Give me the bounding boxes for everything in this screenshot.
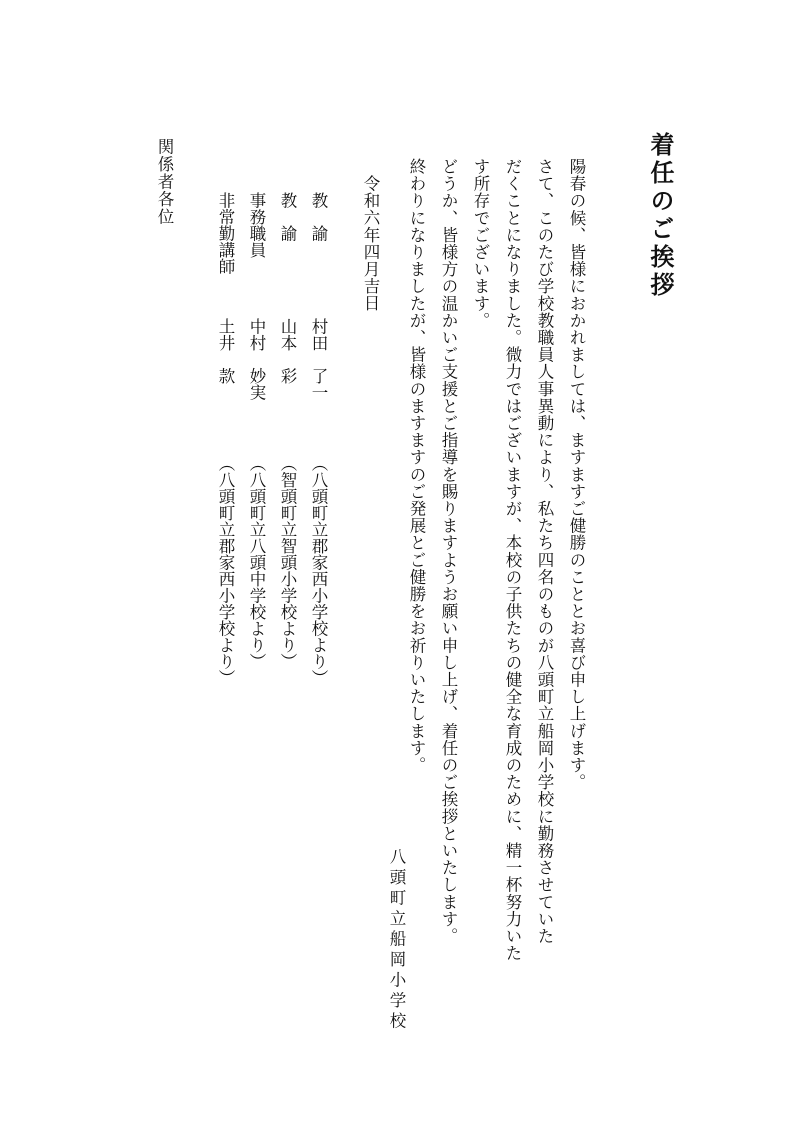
staff-origin: （八頭町立郡家西小学校より） bbox=[309, 455, 328, 686]
body-line-1: 陽春の候、皆様におかれましては、ますますご健勝のこととお喜び申し上げます。 bbox=[567, 158, 586, 791]
staff-role: 教 諭 bbox=[278, 192, 297, 242]
staff-name: 山本 彩 bbox=[278, 318, 297, 384]
letter-title: 着任のご挨拶 bbox=[646, 132, 675, 300]
body-line-5: どうか、皆様方の温かいご支援とご指導を賜りますようお願い申し上げ、着任のご挨拶といたします。 bbox=[439, 158, 458, 945]
staff-name: 村田 了一 bbox=[309, 318, 328, 401]
staff-name: 中村 妙実 bbox=[247, 318, 266, 401]
staff-origin: （智頭町立智頭小学校より） bbox=[278, 455, 297, 670]
body-line-3: だくことになりました。微力ではございますが、本校の子供たちの健全な育成のために、精一杯努力いた bbox=[503, 158, 522, 962]
staff-origin: （八頭町立郡家西小学校より） bbox=[216, 455, 235, 686]
addressee: 関係者各位 bbox=[155, 138, 174, 226]
body-line-2: さて、このたび学校教職員人事異動により、私たち四名のものが八頭町立船岡小学校に勤務させていた bbox=[535, 158, 554, 945]
date: 令和六年四月吉日 bbox=[361, 175, 380, 312]
staff-role: 事務職員 bbox=[247, 192, 266, 258]
staff-role: 教 諭 bbox=[309, 192, 328, 242]
staff-role: 非常勤講師 bbox=[216, 192, 235, 275]
body-line-4: す所存でございます。 bbox=[471, 158, 490, 329]
staff-name: 土井 款 bbox=[216, 318, 235, 384]
school-name: 八頭町立船岡小学校 bbox=[387, 848, 406, 1033]
body-line-6: 終わりになりましたが、皆様のますますのご発展とご健勝をお祈りいたします。 bbox=[407, 158, 426, 774]
staff-origin: （八頭町立八頭中学校より） bbox=[247, 455, 266, 670]
